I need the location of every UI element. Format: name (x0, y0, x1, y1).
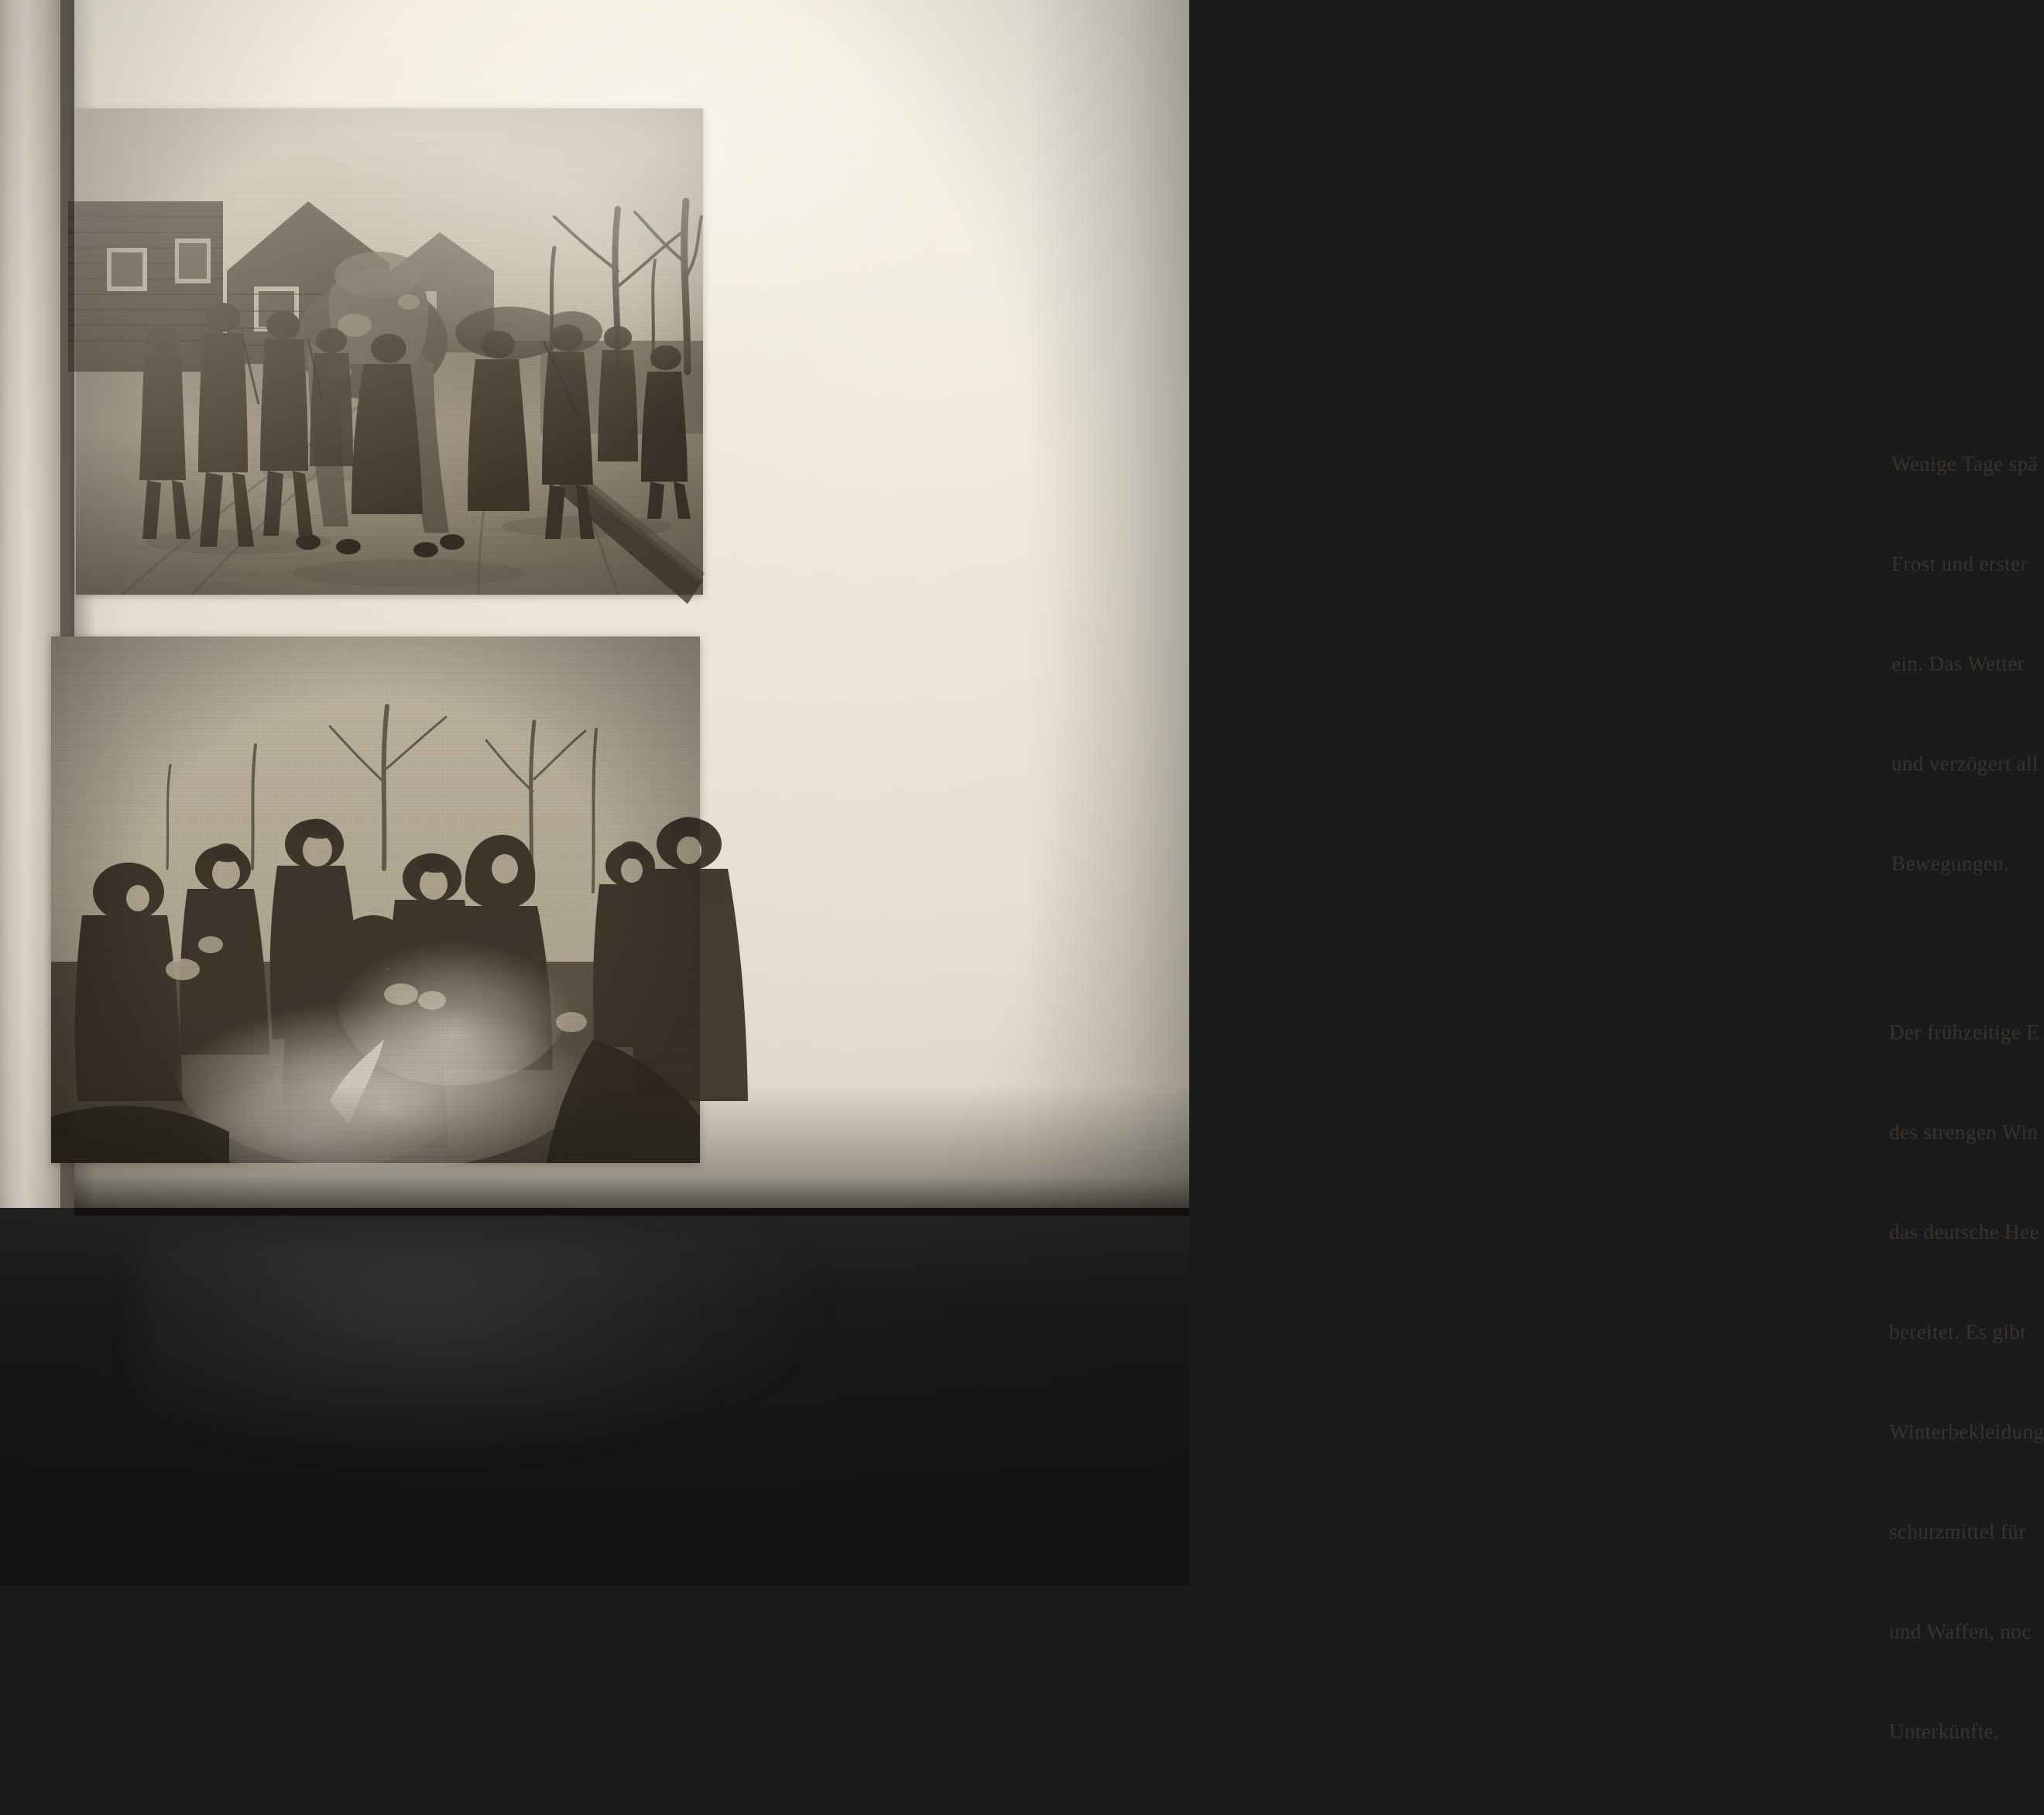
caption-top-line-3: ein. Das Wetter (1891, 652, 2025, 675)
caption-top-line-4: und verzögert all (1891, 752, 2039, 775)
caption-top (1891, 381, 2039, 947)
caption-top-line-5: Bewegungen. (1891, 852, 2010, 875)
caption-bottom-line-8: Unterkünfte. (1889, 1720, 2000, 1743)
caption-bottom-line-4: bereitet. Es gibt (1889, 1320, 2027, 1343)
caption-bottom-line-6: schutzmittel für (1889, 1520, 2026, 1543)
photo-bottom-artwork (51, 636, 700, 1163)
photo-soldiers-around-campfire (51, 636, 700, 1163)
desk-sheen (139, 1231, 836, 1463)
caption-bottom (1889, 949, 2044, 1815)
caption-top-line-1: Wenige Tage spä (1891, 452, 2038, 475)
caption-bottom-line-2: des strengen Win (1889, 1120, 2039, 1144)
caption-bottom-line-3: das deutsche Hee (1889, 1220, 2039, 1244)
caption-top-line-2: Frost und erster (1891, 552, 2028, 575)
photo-marching-column-muddy-road (76, 108, 703, 595)
caption-bottom-line-7: und Waffen, noc (1889, 1620, 2032, 1643)
photo-top-artwork (76, 108, 703, 595)
caption-bottom-line-1: Der frühzeitige E (1889, 1021, 2040, 1044)
caption-bottom-line-5: Winterbekleidung (1889, 1420, 2044, 1443)
